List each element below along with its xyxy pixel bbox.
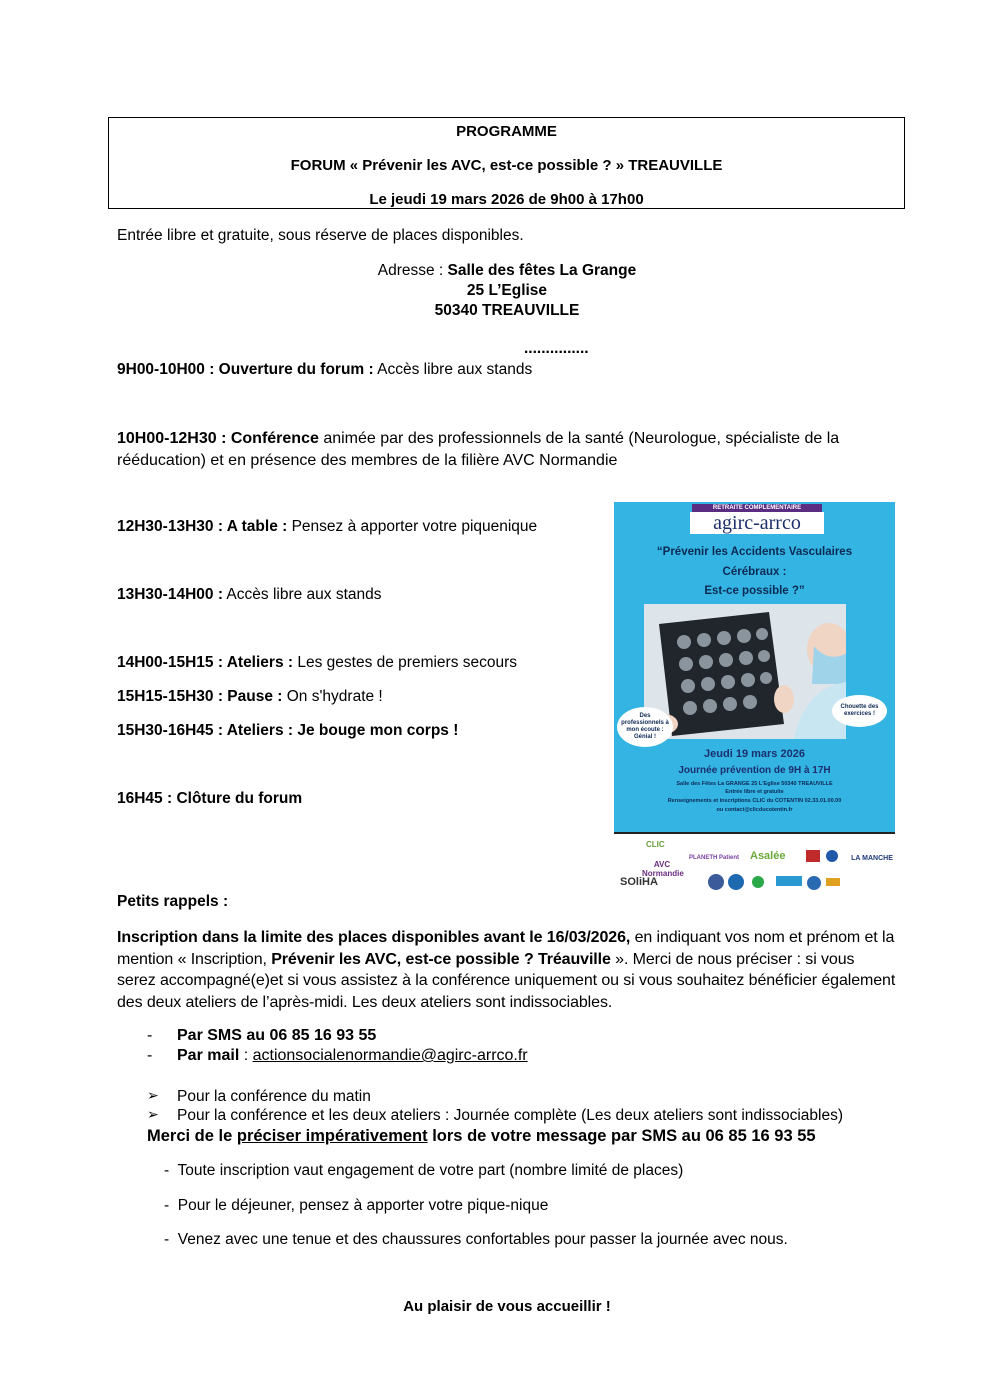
schedule-item: 16H45 : Clôture du forum [117,790,303,807]
schedule-item: 15H30-16H45 : Ateliers : Je bouge mon corps ! [117,722,459,739]
merci-notice: Merci de le préciser impérativement lors de votre message par SMS au 06 85 16 93 55 [147,1127,816,1145]
avc-normandie-logo: AVC Normandie [642,860,684,878]
note-item: - Venez avec une tenue et des chaussures confortables pour passer la journée avec nous. [164,1231,788,1248]
programme-title: PROGRAMME [456,123,557,140]
intro-text: Entrée libre et gratuite, sous réserve de places disponibles. [117,227,524,244]
closing-message: Au plaisir de vous accueillir ! [403,1298,611,1315]
agirc-arrco-logo: agirc-arrco [690,512,824,534]
option-morning: Pour la conférence du matin [177,1088,371,1105]
partner-badges-icon [804,848,844,898]
poster-photo [644,604,846,739]
address-street: 25 L’Eglise [466,282,548,299]
schedule-item: 13H30-14H00 : Accès libre aux stands [117,586,382,603]
schedule-item: 10H00-12H30 : Conférence animée par des professionnels de la santé (Neurologue, spécialiste de la rééducation) et en présence des membres de la filière AVC Normandie [117,430,840,469]
schedule-item: 14H00-15H15 : Ateliers : Les gestes de premiers secours [117,654,518,671]
schedule-item: 15H15-15H30 : Pause : On s'hydrate ! [117,688,383,705]
programme-header-box [108,117,905,209]
arrow-bullet-icon: ➢ [147,1106,159,1122]
address-city: 50340 TREAUVILLE [434,302,580,319]
poster-date: Jeudi 19 mars 2026 [704,748,805,760]
dash-icon: - [147,1027,153,1044]
planeth-logo: PLANETH Patient [688,855,739,861]
address-label: Adresse : [377,262,448,279]
poster-email: ou contact@clicducotentin.fr [716,807,793,813]
la-manche-logo: LA MANCHE [851,855,893,862]
partner-marks-icon [706,870,806,895]
soliha-logo: SOliHA [620,876,658,888]
poster-day: Journée prévention de 9H à 17H [678,765,831,776]
note-item: - Toute inscription vaut engagement de votre part (nombre limité de places) [164,1162,684,1179]
event-poster [614,502,895,899]
reminders-heading: Petits rappels : [117,893,229,910]
poster-venue: Salle des Fêtes La GRANGE 25 L'Eglise 50340 TREAUVILLE [676,781,833,787]
schedule-item: 9H00-10H00 : Ouverture du forum : Accès libre aux stands [117,361,533,378]
poster-title-line3: Est-ce possible ?” [704,585,805,597]
poster-info: Renseignements et inscriptions CLIC du COTENTIN 02.33.01.00.00 [667,798,842,804]
address-venue: Salle des fêtes La Grange [447,262,637,279]
asalee-logo: Asalée [750,850,786,862]
poster-tag: RETRAITE COMPLEMENTAIRE [692,504,822,513]
reminders-paragraph: Inscription dans la limite des places disponibles avant le 16/03/2026, en indiquant vos nom et prénom et la mention « Inscription, Prévenir les AVC, est-ce possible ? Tréauville ». Merci de nous préciser : si vous serez accompagné(e)et si vous assistez à la conférence uniquement ou si vous souhaitez bénéficier également des deux ateliers de l’après-midi. Les deux ateliers sont indissociables. [117,929,896,1011]
poster-title-line2: Cérébraux : [722,566,787,578]
clic-logo: CLIC [646,840,665,849]
option-full-day: Pour la conférence et les deux ateliers : Journée complète (Les deux ateliers sont indissociables) [177,1107,844,1124]
sms-contact: Par SMS au 06 85 16 93 55 [177,1027,377,1044]
schedule-item: 12H30-13H30 : A table : Pensez à apporter votre piquenique [117,518,538,535]
separator-dots: ............... [524,340,589,357]
speech-bubble-left: Des professionnels à mon écoute : Génial ! [617,707,673,747]
poster-title-line1: “Prévenir les Accidents Vasculaires [656,546,853,558]
speech-bubble-right: Chouette des exercices ! [832,695,887,727]
partner-logos [614,832,895,899]
address-line1 [0,262,994,280]
forum-title: FORUM « Prévenir les AVC, est-ce possible ? » TREAUVILLE [290,157,723,174]
brain-scan-photo-illustration [644,604,846,739]
arrow-bullet-icon: ➢ [147,1087,159,1103]
mail-link[interactable]: actionsocialenormandie@agirc-arrco.fr [252,1047,528,1064]
dash-icon: - [147,1047,153,1064]
mail-contact: Par mail : actionsocialenormandie@agirc-arrco.fr [177,1047,528,1064]
poster-entry: Entrée libre et gratuite [725,789,784,795]
note-item: - Pour le déjeuner, pensez à apporter votre pique-nique [164,1197,549,1214]
event-date: Le jeudi 19 mars 2026 de 9h00 à 17h00 [369,191,644,208]
